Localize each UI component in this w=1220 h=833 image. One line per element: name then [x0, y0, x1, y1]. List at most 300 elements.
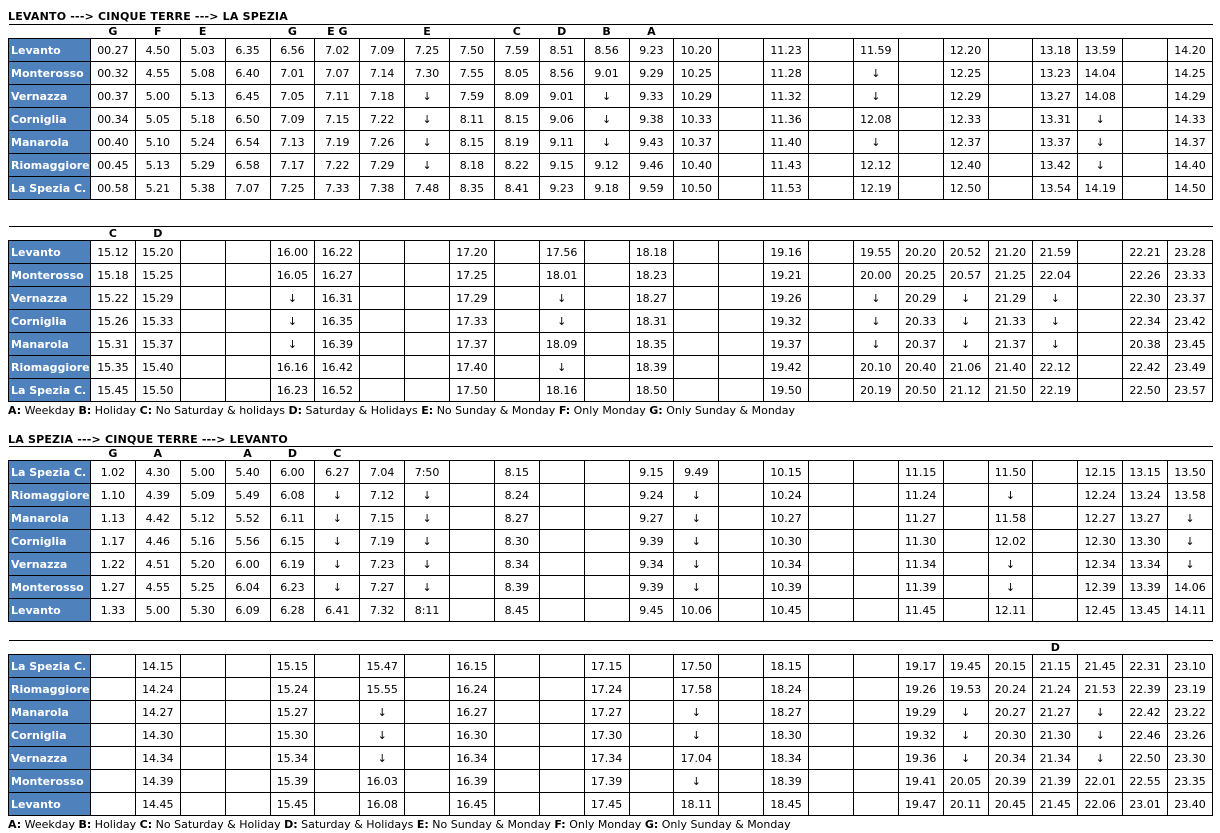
legend-key: E: [421, 404, 434, 417]
departure-time: 4.55 [135, 576, 180, 599]
departure-time [1123, 85, 1168, 108]
service-note: B [584, 25, 629, 39]
departure-time: 23.42 [1168, 310, 1213, 333]
table-row [9, 154, 1213, 177]
departure-time [360, 287, 405, 310]
departure-time: 5.08 [180, 62, 225, 85]
departure-time: 15.22 [91, 287, 136, 310]
station-name: Monterosso [9, 576, 91, 599]
departure-time: 11.45 [898, 599, 943, 622]
departure-time [674, 333, 719, 356]
departure-time: 20.52 [943, 241, 988, 264]
departure-time: 5.24 [180, 131, 225, 154]
departure-time [719, 484, 764, 507]
departure-time: 5.00 [135, 599, 180, 622]
service-note [943, 227, 988, 241]
departure-time [584, 356, 629, 379]
departure-time [91, 724, 136, 747]
departure-time: 16.05 [270, 264, 315, 287]
departure-time [629, 655, 674, 678]
departure-time: 12.50 [943, 177, 988, 200]
legend-key: C: [139, 404, 153, 417]
station-name: Levanto [9, 793, 91, 816]
departure-time: ↓ [943, 310, 988, 333]
departure-time: 20.34 [988, 747, 1033, 770]
departure-time: ↓ [539, 310, 584, 333]
departure-time: 6.56 [270, 39, 315, 62]
departure-time: 7.23 [360, 553, 405, 576]
departure-time: ↓ [539, 287, 584, 310]
departure-time [943, 576, 988, 599]
departure-time: ↓ [674, 576, 719, 599]
service-note [1033, 447, 1078, 461]
departure-time [584, 264, 629, 287]
departure-time [539, 507, 584, 530]
departure-time: 16.35 [315, 310, 360, 333]
station-name: Riomaggiore [9, 678, 91, 701]
legend-value: No Sunday & Monday [432, 818, 551, 831]
departure-time: 1.13 [91, 507, 136, 530]
departure-time: 14.37 [1168, 131, 1213, 154]
departure-time: 20.39 [988, 770, 1033, 793]
departure-time: 23.22 [1168, 701, 1213, 724]
table-row [9, 530, 1213, 553]
departure-time: ↓ [1078, 154, 1123, 177]
departure-time: 13.39 [1123, 576, 1168, 599]
service-note [360, 641, 405, 655]
departure-time [719, 356, 764, 379]
departure-time: 22.55 [1123, 770, 1168, 793]
service-note [180, 447, 225, 461]
departure-time: 20.33 [898, 310, 943, 333]
service-note [988, 25, 1033, 39]
departure-time: 19.53 [943, 678, 988, 701]
timetable-4 [8, 640, 1213, 816]
legend-key: G: [649, 404, 663, 417]
departure-time: 6.19 [270, 553, 315, 576]
service-note [809, 25, 854, 39]
departure-time: 17.30 [584, 724, 629, 747]
departure-time: ↓ [853, 62, 898, 85]
departure-time [584, 287, 629, 310]
departure-time [809, 333, 854, 356]
departure-time: 18.30 [764, 724, 809, 747]
table-row [9, 287, 1213, 310]
departure-time: 23.35 [1168, 770, 1213, 793]
departure-time: 19.26 [898, 678, 943, 701]
departure-time: 7.18 [360, 85, 405, 108]
departure-time: 18.24 [764, 678, 809, 701]
departure-time: 15.40 [135, 356, 180, 379]
departure-time [1123, 39, 1168, 62]
service-note [405, 447, 450, 461]
departure-time: 21.06 [943, 356, 988, 379]
departure-time: 1.27 [91, 576, 136, 599]
service-note: E [180, 25, 225, 39]
departure-time: 10.33 [674, 108, 719, 131]
departure-time [898, 62, 943, 85]
departure-time [719, 599, 764, 622]
departure-time: 5.09 [180, 484, 225, 507]
departure-time [405, 793, 450, 816]
departure-time [494, 793, 539, 816]
table-row [9, 108, 1213, 131]
departure-time: 9.49 [674, 461, 719, 484]
departure-time: 6.00 [225, 553, 270, 576]
departure-time [1123, 177, 1168, 200]
legend-value: No Saturday & holidays [155, 404, 286, 417]
departure-time: 9.27 [629, 507, 674, 530]
table-row [9, 131, 1213, 154]
service-note [853, 641, 898, 655]
departure-time [719, 724, 764, 747]
departure-time: 12.34 [1078, 553, 1123, 576]
departure-time [853, 655, 898, 678]
departure-time: 16.39 [450, 770, 495, 793]
departure-time: 19.47 [898, 793, 943, 816]
departure-time [988, 39, 1033, 62]
departure-time: ↓ [988, 484, 1033, 507]
departure-time: 16.15 [450, 655, 495, 678]
departure-time: 12.40 [943, 154, 988, 177]
departure-time [898, 131, 943, 154]
departure-time [1033, 484, 1078, 507]
departure-time: 15.18 [91, 264, 136, 287]
departure-time: 6.45 [225, 85, 270, 108]
service-note [674, 447, 719, 461]
departure-time: 21.15 [1033, 655, 1078, 678]
departure-time [315, 770, 360, 793]
table-row [9, 356, 1213, 379]
departure-time: 10.45 [764, 599, 809, 622]
departure-time [719, 333, 764, 356]
departure-time [315, 701, 360, 724]
departure-time: 19.26 [764, 287, 809, 310]
departure-time: 20.10 [853, 356, 898, 379]
departure-time: 6.54 [225, 131, 270, 154]
departure-time: 15.30 [270, 724, 315, 747]
departure-time: 5.03 [180, 39, 225, 62]
departure-time: 11.23 [764, 39, 809, 62]
departure-time: 19.45 [943, 655, 988, 678]
departure-time: 13.37 [1033, 131, 1078, 154]
departure-time: 4.46 [135, 530, 180, 553]
departure-time: 11.24 [898, 484, 943, 507]
departure-time: 7.55 [450, 62, 495, 85]
legend-value: Saturday & Holidays [301, 818, 414, 831]
station-name: Manarola [9, 333, 91, 356]
departure-time [719, 154, 764, 177]
departure-time [225, 655, 270, 678]
departure-time: 9.43 [629, 131, 674, 154]
station-name: Vernazza [9, 287, 91, 310]
departure-time: 8.51 [539, 39, 584, 62]
departure-time: 20.15 [988, 655, 1033, 678]
departure-time [853, 770, 898, 793]
service-note [898, 25, 943, 39]
departure-time [91, 770, 136, 793]
departure-time [584, 530, 629, 553]
departure-time [1033, 507, 1078, 530]
legend-value: Weekday [24, 818, 75, 831]
departure-time: 15.15 [270, 655, 315, 678]
departure-time: 16.24 [450, 678, 495, 701]
departure-time [719, 177, 764, 200]
departure-time: ↓ [270, 310, 315, 333]
departure-time [225, 356, 270, 379]
departure-time: 11.58 [988, 507, 1033, 530]
departure-time: 5.18 [180, 108, 225, 131]
service-note [809, 641, 854, 655]
table-row [9, 599, 1213, 622]
departure-time [225, 264, 270, 287]
departure-time: 23.30 [1168, 747, 1213, 770]
departure-time [988, 177, 1033, 200]
departure-time: 19.42 [764, 356, 809, 379]
departure-time [539, 747, 584, 770]
service-note [225, 25, 270, 39]
departure-time: 15.55 [360, 678, 405, 701]
departure-time: 4.30 [135, 461, 180, 484]
service-note: D [539, 25, 584, 39]
departure-time [853, 530, 898, 553]
departure-time [719, 85, 764, 108]
departure-time: 12.08 [853, 108, 898, 131]
departure-time [405, 678, 450, 701]
departure-time: 9.29 [629, 62, 674, 85]
departure-time [809, 576, 854, 599]
departure-time [674, 356, 719, 379]
departure-time: 7.15 [315, 108, 360, 131]
departure-time: 21.24 [1033, 678, 1078, 701]
departure-time: 12.30 [1078, 530, 1123, 553]
departure-time: 18.39 [764, 770, 809, 793]
departure-time [539, 484, 584, 507]
departure-time [719, 678, 764, 701]
departure-time: 21.40 [988, 356, 1033, 379]
departure-time: 12.45 [1078, 599, 1123, 622]
departure-time: 7.29 [360, 154, 405, 177]
departure-time [943, 507, 988, 530]
departure-time: 20.29 [898, 287, 943, 310]
departure-time: 17.04 [674, 747, 719, 770]
departure-time: 21.20 [988, 241, 1033, 264]
departure-time: 8.45 [494, 599, 539, 622]
departure-time: 11.32 [764, 85, 809, 108]
service-note [764, 227, 809, 241]
departure-time: 17.56 [539, 241, 584, 264]
departure-time: 13.31 [1033, 108, 1078, 131]
service-note [450, 641, 495, 655]
service-note [270, 641, 315, 655]
departure-time [943, 530, 988, 553]
departure-time: 17.50 [674, 655, 719, 678]
departure-time: 22.30 [1123, 287, 1168, 310]
departure-time [943, 553, 988, 576]
departure-time: 8.15 [450, 131, 495, 154]
departure-time: 9.15 [629, 461, 674, 484]
departure-time [809, 177, 854, 200]
departure-time: 15.45 [91, 379, 136, 402]
departure-time: 23.26 [1168, 724, 1213, 747]
departure-time: 6.27 [315, 461, 360, 484]
table-row [9, 461, 1213, 484]
departure-time [809, 724, 854, 747]
departure-time [809, 356, 854, 379]
departure-time [719, 62, 764, 85]
service-note [1123, 641, 1168, 655]
departure-time: 8.34 [494, 553, 539, 576]
departure-time [853, 724, 898, 747]
departure-time: ↓ [1168, 507, 1213, 530]
departure-time: 1.33 [91, 599, 136, 622]
departure-time: 6.28 [270, 599, 315, 622]
departure-time: 7.07 [225, 177, 270, 200]
departure-time: 18.31 [629, 310, 674, 333]
departure-time: 17.50 [450, 379, 495, 402]
station-name: La Spezia C. [9, 655, 91, 678]
departure-time: 14.08 [1078, 85, 1123, 108]
departure-time: 5.10 [135, 131, 180, 154]
departure-time: 11.43 [764, 154, 809, 177]
legend-value: Only Sunday & Monday [666, 404, 796, 417]
service-note [898, 447, 943, 461]
service-note [674, 641, 719, 655]
service-note: G [91, 25, 136, 39]
service-note [674, 227, 719, 241]
departure-time: 19.21 [764, 264, 809, 287]
departure-time [584, 461, 629, 484]
departure-time: 12.19 [853, 177, 898, 200]
departure-time: 14.34 [135, 747, 180, 770]
service-note: E G [315, 25, 360, 39]
departure-time: 7.25 [405, 39, 450, 62]
departure-time [405, 264, 450, 287]
departure-time [405, 379, 450, 402]
departure-time [1123, 62, 1168, 85]
departure-time [719, 747, 764, 770]
departure-time: 11.36 [764, 108, 809, 131]
departure-time: 8.18 [450, 154, 495, 177]
departure-time [584, 507, 629, 530]
departure-time [584, 576, 629, 599]
departure-time: 9.24 [629, 484, 674, 507]
table-row [9, 747, 1213, 770]
departure-time: 15.35 [91, 356, 136, 379]
departure-time: 7.11 [315, 85, 360, 108]
service-note [719, 227, 764, 241]
section-title-levanto-la-spezia: LEVANTO ---> CINQUE TERRE ---> LA SPEZIA [8, 10, 288, 23]
notes-corner [9, 227, 91, 241]
departure-time: 18.39 [629, 356, 674, 379]
departure-time: ↓ [943, 287, 988, 310]
departure-time: 13.30 [1123, 530, 1168, 553]
service-note [450, 227, 495, 241]
departure-time [853, 678, 898, 701]
departure-time [719, 241, 764, 264]
station-name: Levanto [9, 241, 91, 264]
departure-time [853, 461, 898, 484]
departure-time [853, 507, 898, 530]
departure-time: 7.38 [360, 177, 405, 200]
departure-time: 21.33 [988, 310, 1033, 333]
departure-time: 5.21 [135, 177, 180, 200]
departure-time: ↓ [315, 507, 360, 530]
departure-time [1033, 576, 1078, 599]
table-row [9, 310, 1213, 333]
departure-time: 10.06 [674, 599, 719, 622]
departure-time [1078, 310, 1123, 333]
legend-key: A: [8, 404, 22, 417]
departure-time [629, 770, 674, 793]
table-row [9, 241, 1213, 264]
departure-time: 15.31 [91, 333, 136, 356]
departure-time [225, 770, 270, 793]
service-note [1123, 25, 1168, 39]
departure-time: 20.38 [1123, 333, 1168, 356]
departure-time [1078, 287, 1123, 310]
service-note [988, 641, 1033, 655]
departure-time: 22.12 [1033, 356, 1078, 379]
departure-time: 20.05 [943, 770, 988, 793]
service-note [225, 227, 270, 241]
departure-time: 10.39 [764, 576, 809, 599]
departure-time: 8.11 [450, 108, 495, 131]
departure-time [584, 599, 629, 622]
departure-time: 21.37 [988, 333, 1033, 356]
service-note: A [135, 447, 180, 461]
departure-time: 13.50 [1168, 461, 1213, 484]
departure-time: 16.30 [450, 724, 495, 747]
service-note [494, 641, 539, 655]
departure-time [853, 599, 898, 622]
departure-time: 4.50 [135, 39, 180, 62]
station-name: Vernazza [9, 85, 91, 108]
departure-time: ↓ [584, 85, 629, 108]
departure-time: 22.31 [1123, 655, 1168, 678]
departure-time: 00.32 [91, 62, 136, 85]
departure-time: 14.20 [1168, 39, 1213, 62]
departure-time: 20.19 [853, 379, 898, 402]
service-note [405, 641, 450, 655]
departure-time: 7:50 [405, 461, 450, 484]
departure-time: 8.27 [494, 507, 539, 530]
departure-time [898, 85, 943, 108]
legend-key: C: [139, 818, 153, 831]
service-note [898, 227, 943, 241]
departure-time [225, 310, 270, 333]
departure-time: 6.00 [270, 461, 315, 484]
departure-time [809, 793, 854, 816]
departure-time [360, 241, 405, 264]
departure-time [988, 131, 1033, 154]
departure-time: 16.27 [450, 701, 495, 724]
departure-time: 22.19 [1033, 379, 1078, 402]
notes-corner [9, 25, 91, 39]
departure-time: 21.45 [1078, 655, 1123, 678]
departure-time: 14.25 [1168, 62, 1213, 85]
legend-1 [8, 404, 795, 417]
departure-time: ↓ [674, 530, 719, 553]
departure-time: 15.37 [135, 333, 180, 356]
departure-time [1033, 553, 1078, 576]
departure-time: ↓ [1078, 108, 1123, 131]
service-note [539, 447, 584, 461]
service-note [988, 227, 1033, 241]
service-note [809, 227, 854, 241]
departure-time: 9.15 [539, 154, 584, 177]
legend-value: No Saturday & Holiday [155, 818, 281, 831]
